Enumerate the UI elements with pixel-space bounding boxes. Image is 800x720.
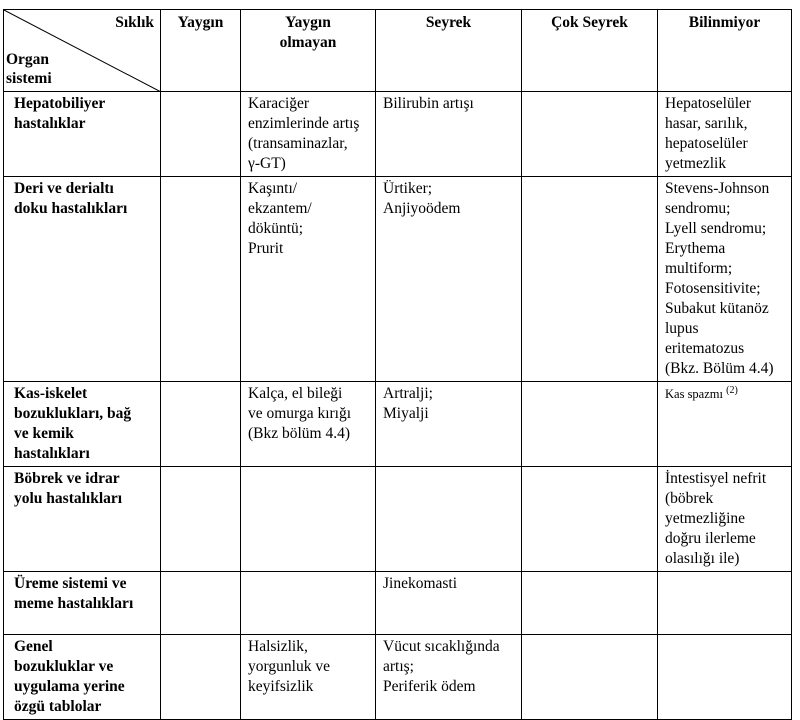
organ-cell: Kas-iskelet bozuklukları, bağ ve kemik hastalıkları bbox=[4, 382, 161, 467]
table-row bbox=[4, 382, 792, 467]
footnote-marker: (2) bbox=[726, 385, 738, 396]
cell-bilinmiyor bbox=[658, 382, 792, 467]
cell-yaygin bbox=[161, 382, 241, 467]
table-row bbox=[4, 635, 792, 720]
header-row bbox=[4, 10, 792, 92]
col-header-yaygin-olmayan: Yaygın olmayan bbox=[241, 10, 376, 92]
cell-yaygin-olmayan bbox=[241, 467, 376, 572]
cell-seyrek: Artralji; Miyalji bbox=[376, 382, 522, 467]
cell-cok-seyrek bbox=[522, 635, 658, 720]
cell-yaygin bbox=[161, 635, 241, 720]
organ-system-label: Organ sistemi bbox=[6, 51, 52, 87]
cell-cok-seyrek bbox=[522, 382, 658, 467]
cell-yaygin bbox=[161, 572, 241, 635]
cell-bilinmiyor bbox=[658, 572, 792, 635]
cell-seyrek: Vücut sıcaklığında artış; Periferik ödem bbox=[376, 635, 522, 720]
organ-cell: Genel bozukluklar ve uygulama yerine özgü tablolar bbox=[4, 635, 161, 720]
cell-seyrek: Bilirubin artışı bbox=[376, 92, 522, 177]
cell-bilinmiyor bbox=[658, 635, 792, 720]
cell-cok-seyrek bbox=[522, 467, 658, 572]
cell-bilinmiyor: Stevens-Johnson sendromu; Lyell sendromu; Erythema multiform; Fotosensitivite; Subakut kütanöz lupus eritematozus (Bkz. Bölüm 4.4) bbox=[658, 177, 792, 382]
cell-yaygin bbox=[161, 92, 241, 177]
col-header-yaygin: Yaygın bbox=[161, 10, 241, 92]
cell-yaygin-olmayan: Karaciğer enzimlerinde artış (transaminazlar, γ-GT) bbox=[241, 92, 376, 177]
table-row bbox=[4, 467, 792, 572]
table-row bbox=[4, 92, 792, 177]
cell-yaygin-olmayan: Halsizlik, yorgunluk ve keyifsizlik bbox=[241, 635, 376, 720]
col-header-cok-seyrek: Çok Seyrek bbox=[522, 10, 658, 92]
cell-bilinmiyor-text: Kas spazmı bbox=[665, 387, 723, 401]
cell-seyrek: Ürtiker; Anjiyoödem bbox=[376, 177, 522, 382]
cell-yaygin-olmayan: Kalça, el bileği ve omurga kırığı (Bkz bölüm 4.4) bbox=[241, 382, 376, 467]
cell-yaygin-olmayan bbox=[241, 572, 376, 635]
col-header-bilinmiyor: Bilinmiyor bbox=[658, 10, 792, 92]
adverse-effects-table bbox=[3, 9, 792, 720]
cell-yaygin bbox=[161, 177, 241, 382]
cell-bilinmiyor: İntestisyel nefrit (böbrek yetmezliğine doğru ilerleme olasılığı ile) bbox=[658, 467, 792, 572]
organ-cell: Böbrek ve idrar yolu hastalıkları bbox=[4, 467, 161, 572]
cell-cok-seyrek bbox=[522, 92, 658, 177]
cell-yaygin bbox=[161, 467, 241, 572]
cell-bilinmiyor: Hepatoselüler hasar, sarılık, hepatoselüler yetmezlik bbox=[658, 92, 792, 177]
table-row bbox=[4, 572, 792, 635]
cell-cok-seyrek bbox=[522, 177, 658, 382]
header-corner-cell bbox=[4, 10, 161, 92]
organ-cell: Hepatobiliyer hastalıklar bbox=[4, 92, 161, 177]
col-header-seyrek: Seyrek bbox=[376, 10, 522, 92]
frequency-label: Sıklık bbox=[115, 14, 154, 31]
organ-cell: Üreme sistemi ve meme hastalıkları bbox=[4, 572, 161, 635]
table-row bbox=[4, 177, 792, 382]
organ-cell: Deri ve derialtı doku hastalıkları bbox=[4, 177, 161, 382]
cell-seyrek: Jinekomasti bbox=[376, 572, 522, 635]
cell-cok-seyrek bbox=[522, 572, 658, 635]
cell-yaygin-olmayan: Kaşıntı/ ekzantem/ döküntü; Prurit bbox=[241, 177, 376, 382]
cell-seyrek bbox=[376, 467, 522, 572]
